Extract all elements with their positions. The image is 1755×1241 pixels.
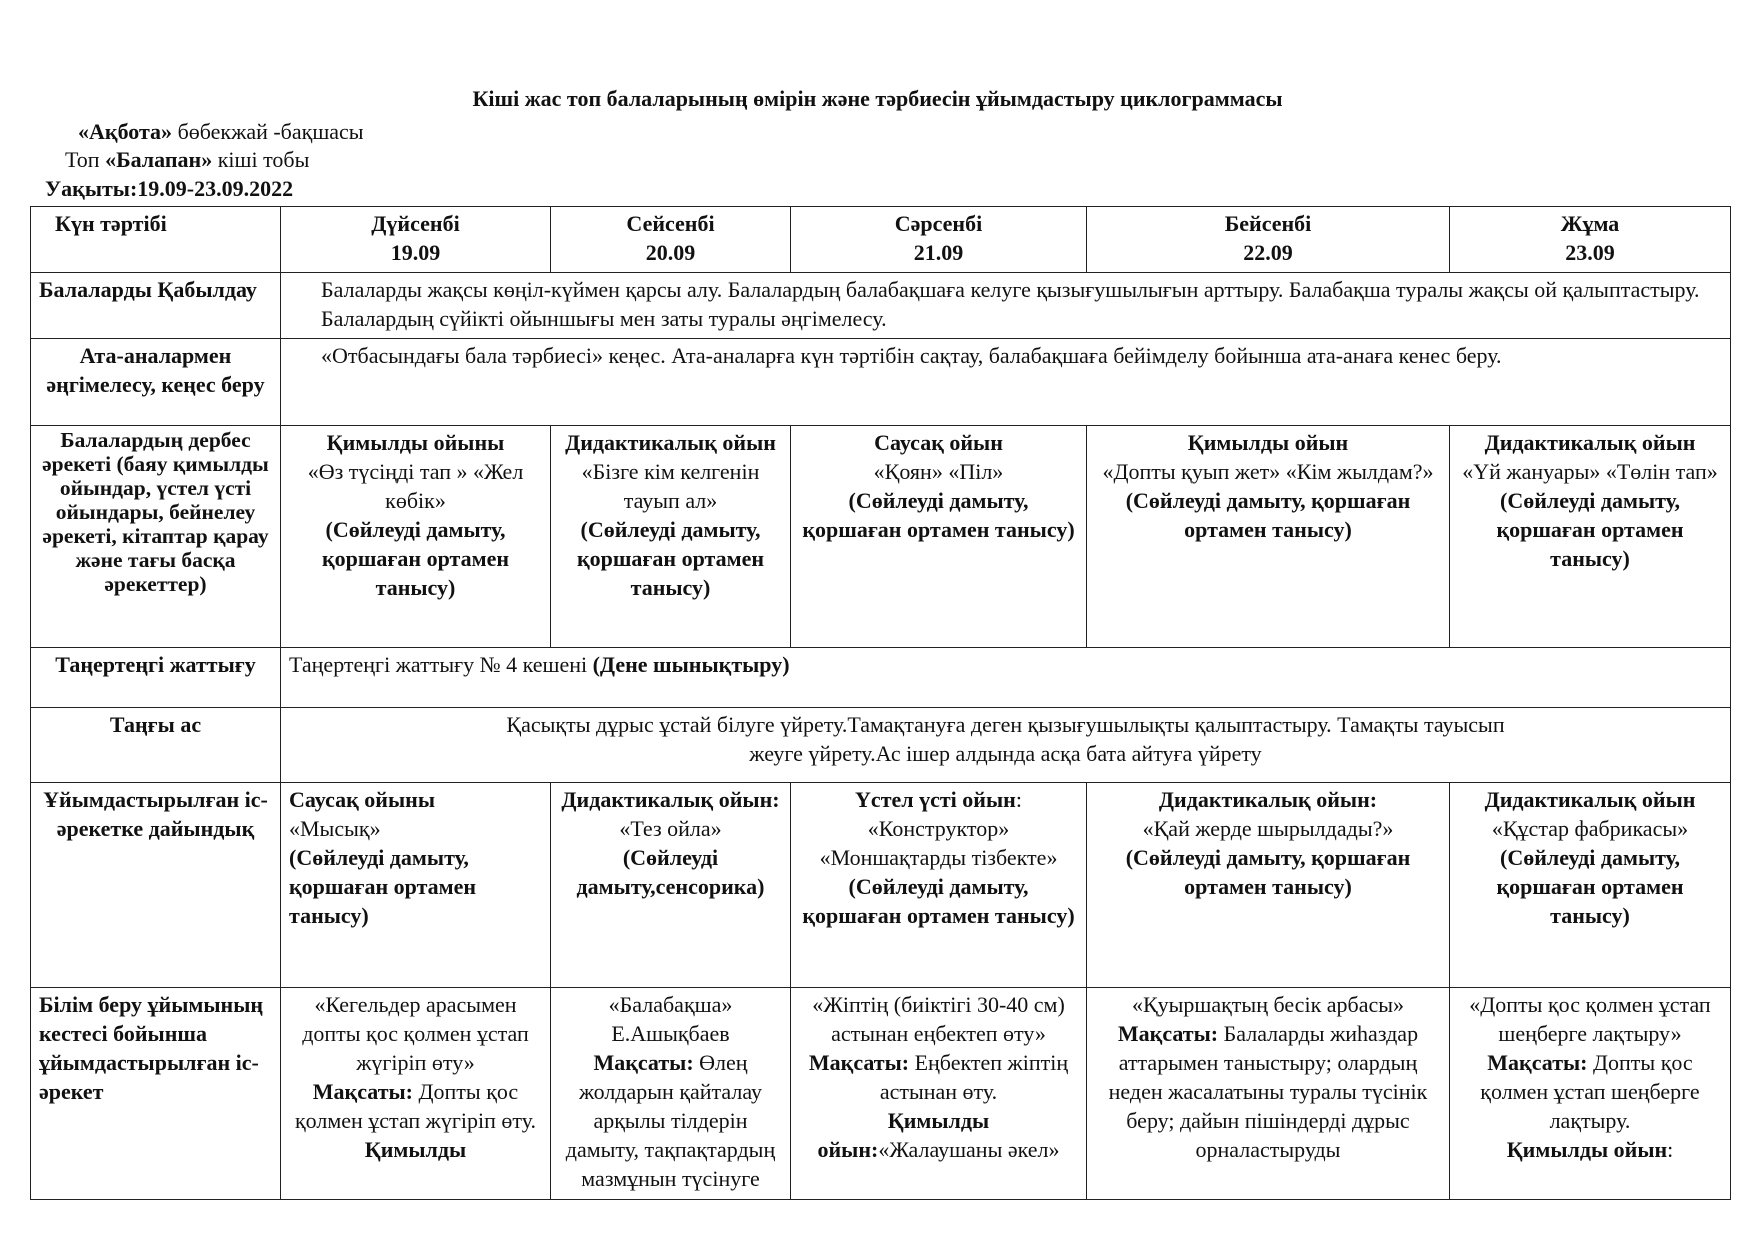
table-header-row — [31, 207, 1731, 273]
extra-label: Қимылды ойын — [1506, 1137, 1668, 1162]
day-header-tuesday — [551, 207, 791, 273]
organized-tuesday — [551, 988, 791, 1200]
row-label-preparation: Ұйымдастырылған іс-әрекетке дайындық — [31, 783, 281, 988]
activity-text: : «Конструктор» «Моншақтарды тізбекте» — [819, 787, 1058, 870]
activity-area: (Сөйлеуді дамыту,сенсорика) — [576, 845, 765, 899]
activity-area: (Сөйлеуді дамыту, қоршаған ортамен танысу) — [1125, 845, 1411, 899]
row-exercise — [31, 648, 1731, 708]
day-name: Сәрсенбі — [894, 211, 983, 236]
row-label-exercise: Таңертеңгі жаттығу — [31, 648, 281, 708]
activity-title: Дидактикалық ойын — [1484, 787, 1696, 812]
activity-extra — [799, 1106, 1078, 1164]
activity-title: Дидактикалық ойын — [1484, 430, 1696, 455]
activity-text: «Кегельдер арасымен допты қос қолмен ұстап жүгіріп өту» — [302, 992, 529, 1075]
parents-text: «Отбасындағы бала тәрбиесі» кеңес. Ата-аналарға күн тәртібін сақтау, балабақшаға бейімделу бойынша ата-анаға кенес беру. — [281, 339, 1731, 426]
independent-tuesday — [551, 426, 791, 648]
goal-text: Өлең жолдарын қайталау арқылы тілдерін дамыту, тақпақтардың мазмұнын түсінуге — [565, 1050, 776, 1191]
kindergarten-name-rest: бөбекжай -бақшасы — [172, 119, 364, 144]
row-organized — [31, 988, 1731, 1200]
group-name-bold: «Балапан» — [105, 147, 213, 172]
activity-text: «Балабақша» Е.Ашықбаев — [608, 992, 733, 1046]
day-date: 22.09 — [1243, 240, 1293, 265]
row-preparation — [31, 783, 1731, 988]
independent-monday — [281, 426, 551, 648]
activity-text: «Допты қос қолмен ұстап шеңберге лақтыру» — [1469, 992, 1711, 1046]
row-parents — [31, 339, 1731, 426]
day-header-friday — [1450, 207, 1731, 273]
activity-area: (Сөйлеуді дамыту, қоршаған ортамен танысу) — [1496, 488, 1684, 571]
day-name: Бейсенбі — [1224, 211, 1312, 236]
activity-title: Дидактикалық ойын: — [1158, 787, 1378, 812]
day-header-wednesday — [791, 207, 1087, 273]
day-name: Сейсенбі — [626, 211, 715, 236]
preparation-friday — [1450, 783, 1731, 988]
preparation-tuesday — [551, 783, 791, 988]
activity-text: «Қай жерде шырылдады?» — [1142, 816, 1394, 841]
page-title: Кіші жас топ балаларының өмірін және тәрбиесін ұйымдастыру циклограммасы — [472, 86, 1283, 111]
row-label-organized: Білім беру ұйымының кестесі бойынша ұйымдастырылған іс-әрекет — [31, 988, 281, 1200]
row-reception — [31, 273, 1731, 339]
activity-title: Дидактикалық ойын — [565, 430, 776, 455]
goal-text: Балаларды жиһаздар аттарымен таныстыру; олардың неден жасалатыны туралы түсінік беру; дайын пішіндерді дұрыс орналастыруды — [1108, 1021, 1428, 1162]
schedule-header — [31, 207, 281, 273]
row-label-reception: Балаларды Қабылдау — [31, 273, 281, 339]
activity-text: «Жіптің (биіктігі 30-40 см) астынан еңбектеп өту» — [812, 992, 1065, 1046]
activity-text: «Тез ойла» — [619, 816, 722, 841]
activity-area: (Сөйлеуді дамыту, қоршаған ортамен танысу) — [1125, 488, 1411, 542]
goal-text: Еңбектеп жіптің астынан өту. — [879, 1050, 1069, 1104]
activity-text: «Өз түсіңді тап » «Жел көбік» — [307, 459, 524, 513]
goal-label: Мақсаты: — [312, 1079, 414, 1104]
activity-goal — [289, 1077, 542, 1135]
preparation-monday — [281, 783, 551, 988]
activity-title: Үстел үсті ойын — [855, 787, 1016, 812]
day-header-monday — [281, 207, 551, 273]
goal-label: Мақсаты: — [593, 1050, 694, 1075]
activity-text: «Қоян» «Піл» — [873, 459, 1004, 484]
organized-monday — [281, 988, 551, 1200]
group-name-rest: кіші тобы — [212, 147, 310, 172]
activity-title: Дидактикалық ойын: — [561, 787, 780, 812]
preparation-thursday — [1087, 783, 1450, 988]
activity-title: Саусақ ойын — [874, 430, 1003, 455]
day-name: Дүйсенбі — [371, 211, 460, 236]
day-header-thursday — [1087, 207, 1450, 273]
row-label-parents: Ата-аналармен әңгімелесу, кеңес беру — [31, 339, 281, 426]
activity-goal — [559, 1048, 782, 1193]
day-date: 19.09 — [390, 240, 441, 265]
row-label-independent: Балалардың дербес әрекеті (баяу қимылды ойындар, үстел үсті ойындары, бейнелеу әрекеті, кітаптар қарау және тағы басқа әрекеттер) — [31, 426, 281, 648]
extra-text: : — [1667, 1137, 1674, 1162]
activity-area: (Сөйлеуді дамыту, қоршаған ортамен танысу) — [289, 845, 477, 928]
independent-friday — [1450, 426, 1731, 648]
activity-area: (Сөйлеуді дамыту, қоршаған ортамен танысу) — [576, 517, 765, 600]
goal-label: Мақсаты: — [1487, 1050, 1588, 1075]
activity-extra: Қимылды — [364, 1137, 467, 1162]
group-name — [65, 146, 309, 174]
day-date: 23.09 — [1565, 240, 1615, 265]
schedule-header-label: Күн тәртібі — [55, 211, 167, 236]
exercise-text — [281, 648, 1731, 708]
kindergarten-name-bold: «Ақбота» — [78, 119, 173, 144]
independent-wednesday — [791, 426, 1087, 648]
organized-friday — [1450, 988, 1731, 1200]
extra-label: Қимылды ойын: — [817, 1108, 990, 1162]
goal-text: Допты қос қолмен ұстап шеңберге лақтыру. — [1480, 1050, 1700, 1133]
activity-text: «Үй жануары» «Төлін тап» — [1462, 459, 1718, 484]
activity-area: (Сөйлеуді дамыту, қоршаған ортамен танысу) — [321, 517, 510, 600]
activity-goal — [1095, 1019, 1441, 1164]
activity-text: «Құстар фабрикасы» — [1491, 816, 1689, 841]
activity-area: (Сөйлеуді дамыту, қоршаған ортамен танысу) — [1496, 845, 1684, 928]
activity-title: Саусақ ойыны — [289, 787, 436, 812]
activity-extra — [1458, 1135, 1722, 1164]
row-breakfast — [31, 708, 1731, 783]
activity-goal — [1458, 1048, 1722, 1135]
reception-text: Балаларды жақсы көңіл-күймен қарсы алу. Балалардың балабақшаға келуге қызығушылығын арттыру. Балабақша туралы жақсы ой қалыптастыру. Балалардың сүйікті ойыншығы мен заты туралы әңгімелесу. — [281, 273, 1731, 339]
activity-title: Қимылды ойыны — [326, 430, 505, 455]
period: Уақыты:19.09-23.09.2022 — [45, 176, 294, 201]
row-independent — [31, 426, 1731, 648]
group-prefix: Топ — [65, 147, 106, 172]
schedule-table — [30, 206, 1731, 1200]
activity-text: «Мысық» — [289, 816, 381, 841]
day-name: Жұма — [1560, 211, 1620, 236]
day-date: 21.09 — [913, 240, 964, 265]
activity-text: «Бізге кім келгенін тауып ал» — [581, 459, 760, 513]
activity-text: «Допты қуып жет» «Кім жылдам?» — [1102, 459, 1434, 484]
day-date: 20.09 — [645, 240, 696, 265]
breakfast-text: Қасықты дұрыс ұстай білуге үйрету.Тамақтануға деген қызығушылықты қалыптастыру. Тамақты тауысып жеуге үйрету.Ас ішер алдында асқа бата айтуға үйрету — [281, 708, 1731, 783]
preparation-wednesday — [791, 783, 1087, 988]
activity-title: Қимылды ойын — [1187, 430, 1349, 455]
activity-goal — [799, 990, 1078, 1106]
extra-text: «Жалаушаны әкел» — [878, 1137, 1060, 1162]
goal-text: Допты қос қолмен ұстап жүгіріп өту. — [294, 1079, 537, 1133]
exercise-description: Таңертеңгі жаттығу № 4 кешені — [289, 652, 593, 677]
activity-area: (Сөйлеуді дамыту, қоршаған ортамен танысу) — [802, 488, 1075, 542]
independent-thursday — [1087, 426, 1450, 648]
organized-thursday — [1087, 988, 1450, 1200]
goal-label: Мақсаты: — [808, 1050, 910, 1075]
kindergarten-name — [78, 118, 364, 146]
goal-label: Мақсаты: — [1117, 1021, 1219, 1046]
activity-text: «Қуыршақтың бесік арбасы» — [1131, 992, 1405, 1017]
activity-area: (Сөйлеуді дамыту, қоршаған ортамен танысу) — [802, 874, 1075, 928]
organized-wednesday — [791, 988, 1087, 1200]
row-label-breakfast: Таңғы ас — [31, 708, 281, 783]
exercise-area: (Дене шынықтыру) — [592, 652, 790, 677]
